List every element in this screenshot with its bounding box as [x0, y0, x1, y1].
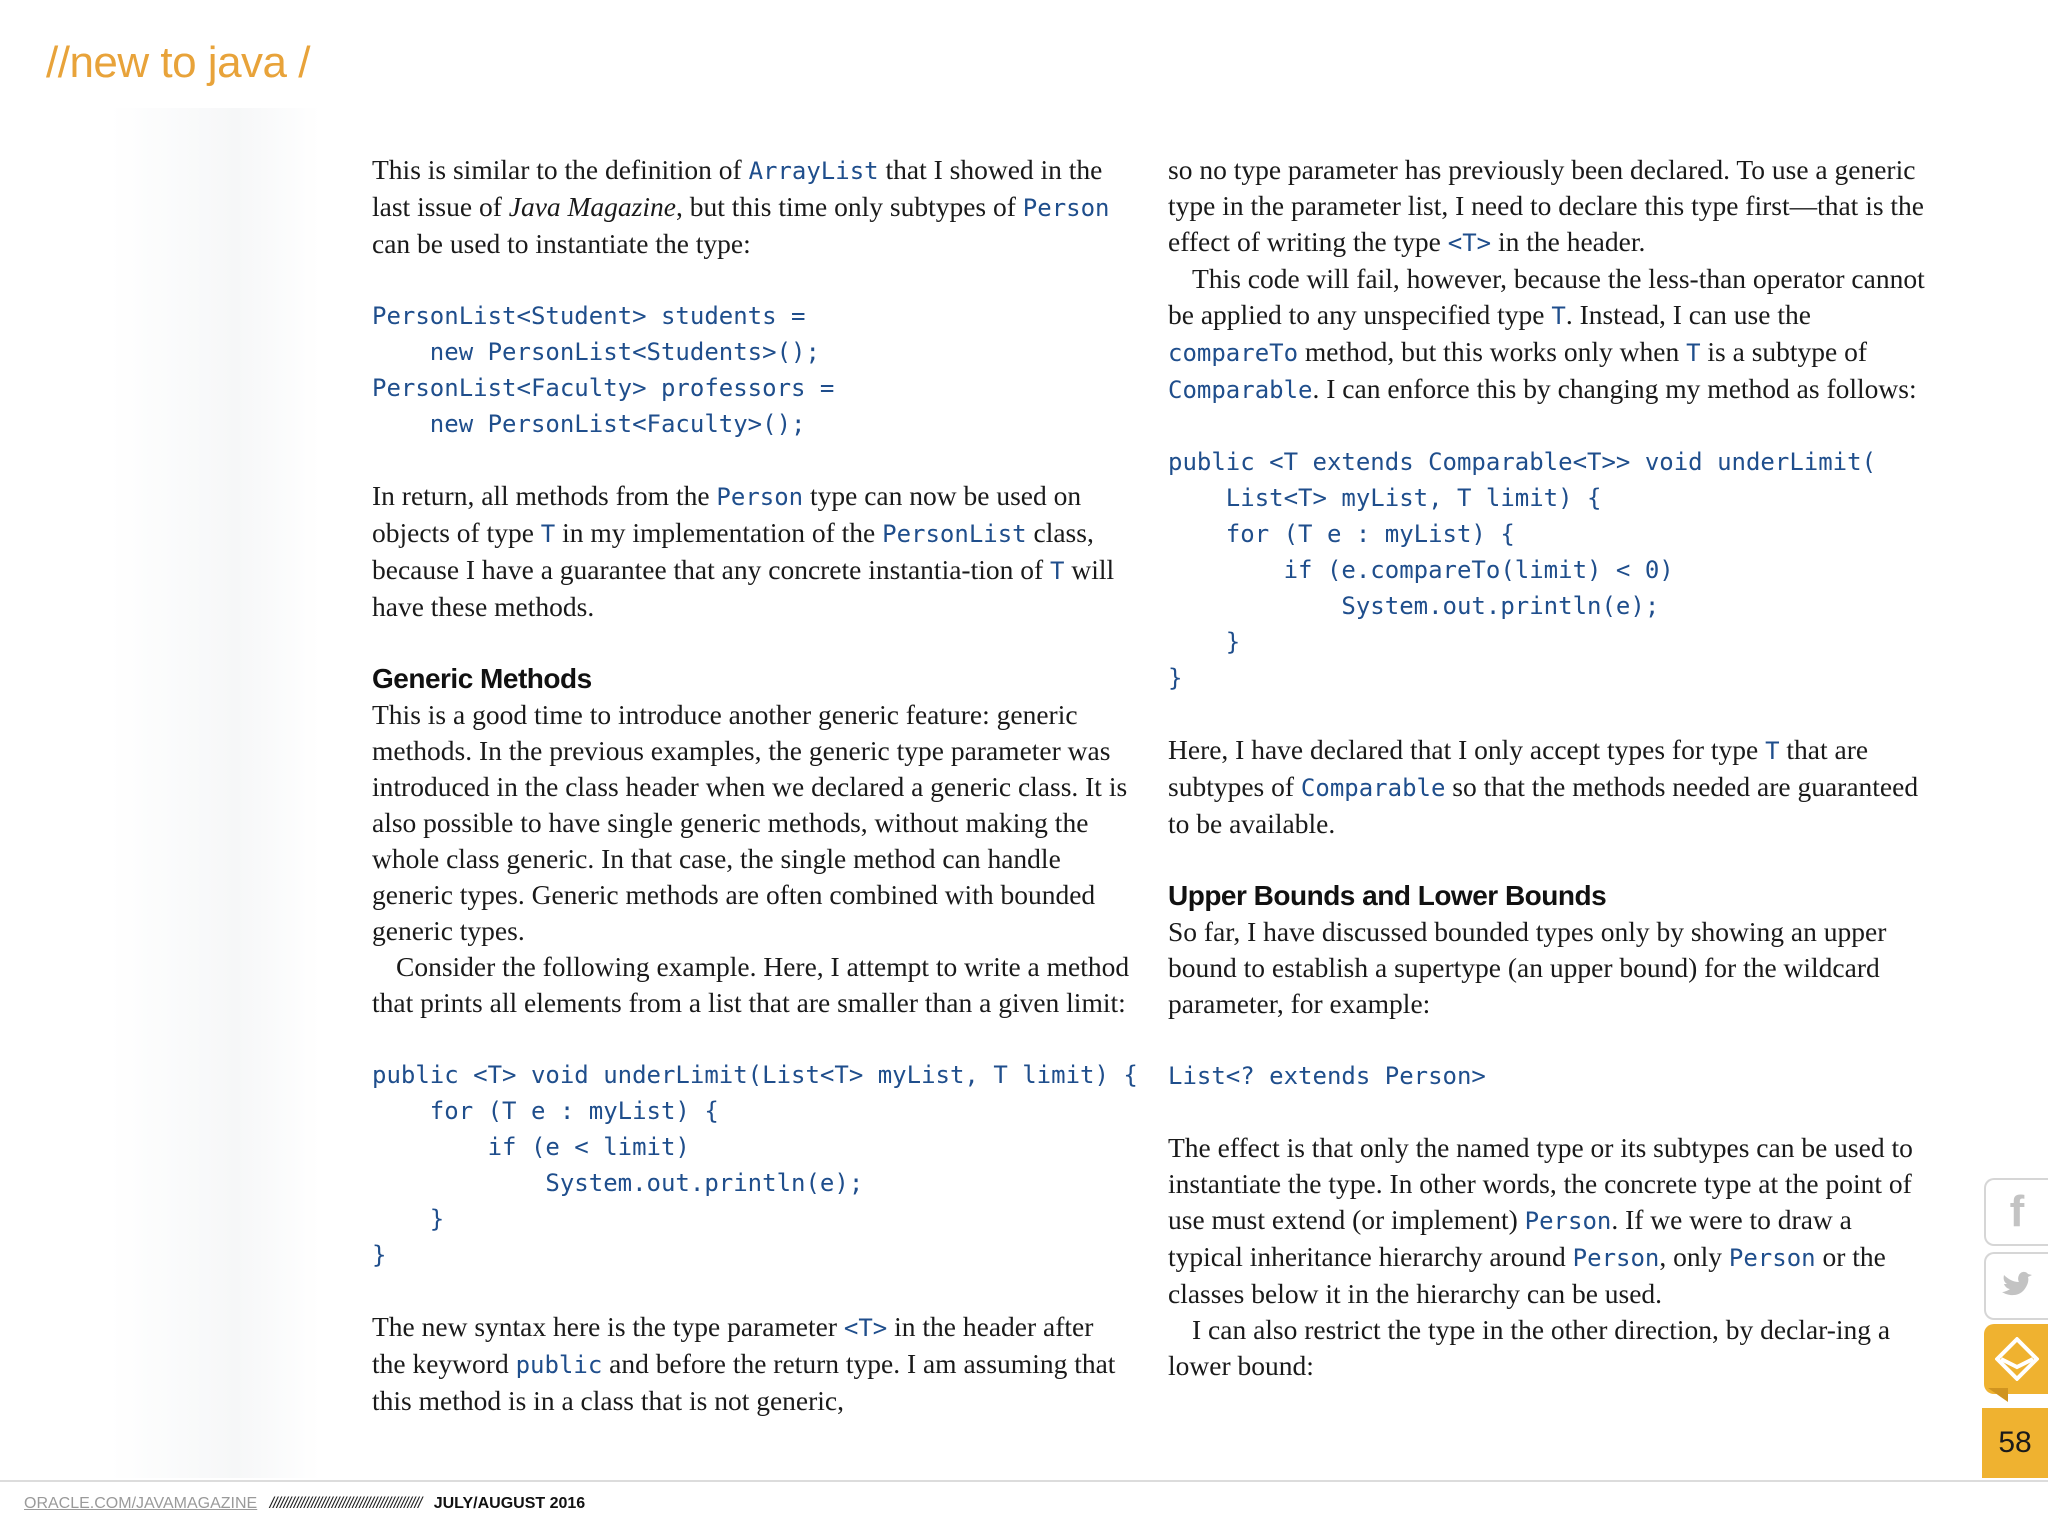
- tab-fold: [1988, 1388, 2008, 1402]
- paragraph: This is similar to the definition of ArrayList that I showed in the last issue of Java Magazine, but this time only subtypes of Person can be used to instantiate the type:: [372, 154, 1110, 259]
- inline-code: PersonList: [882, 520, 1027, 548]
- inline-code: ArrayList: [748, 157, 879, 185]
- inline-code: T: [1050, 557, 1065, 585]
- right-column: [1168, 152, 1928, 1384]
- issue-date: JULY/AUGUST 2016: [433, 1495, 586, 1512]
- section-title: //new to java /: [46, 38, 310, 87]
- inline-code: Person: [1728, 1244, 1816, 1272]
- left-column: [372, 152, 1138, 1419]
- magazine-download-button[interactable]: [1984, 1324, 2048, 1394]
- inline-code: T: [1551, 302, 1566, 330]
- paragraph: Here, I have declared that I only accept types for type T that are subtypes of Comparable so that the methods needed are guaranteed to be available.: [1168, 734, 1919, 839]
- paragraph: so no type parameter has previously been declared. To use a generic type in the parameter list, I need to declare this type first—that is the effect of writing the type <T> in the header.: [1168, 154, 1925, 257]
- code-block: PersonList<Student> students = new PersonList<Students>(); PersonList<Faculty> professors = new PersonList<Faculty>();: [372, 302, 835, 438]
- inline-code: Comparable: [1168, 376, 1313, 404]
- inline-code: Person: [1572, 1244, 1660, 1272]
- code-block: public <T> void underLimit(List<T> myList, T limit) { for (T e : myList) { if (e < limit) System.out.println(e); } }: [372, 1061, 1138, 1269]
- inline-code: T: [1686, 339, 1701, 367]
- inline-code: compareTo: [1168, 339, 1299, 367]
- inline-code: public: [515, 1351, 603, 1379]
- paragraph: This is a good time to introduce another generic feature: generic methods. In the previous examples, the generic type parameter was introduced in the class header when we declared a generic class. It is also possible to have single generic methods, without making the whole class generic. In that case, the single method can handle generic types. Generic methods are often combined with bounded generic types.: [372, 699, 1128, 946]
- inline-code: Person: [1022, 194, 1110, 222]
- magazine-name: Java Magazine: [508, 191, 676, 222]
- section-heading: Upper Bounds and Lower Bounds: [1168, 880, 1607, 911]
- paragraph: The new syntax here is the type parameter <T> in the header after the keyword public and before the return type. I am assuming that this method is in a class that is not generic,: [372, 1311, 1116, 1416]
- paragraph: This code will fail, however, because the less-than operator cannot be applied to any unspecified type T. Instead, I can use the compareTo method, but this works only when T is a subtype of Comparable. I can enforce this by changing my method as follows:: [1168, 263, 1925, 404]
- inline-code: T: [540, 520, 556, 548]
- paragraph: In return, all methods from the Person type can now be used on objects of type T in my implementation of the PersonList class, because I have a guarantee that any concrete instantia-tion of T will have these methods.: [372, 480, 1115, 622]
- footer: [24, 1494, 585, 1514]
- inline-code: T: [1765, 737, 1780, 765]
- footer-link[interactable]: ORACLE.COM/JAVAMAGAZINE: [24, 1495, 258, 1512]
- twitter-icon: [1998, 1270, 2036, 1302]
- paragraph: The effect is that only the named type or its subtypes can be used to instantiate the type. In other words, the concrete type at the point of use must extend (or implement) Person. If we were to draw a typical inheritance hierarchy around Person, only Person or the classes below it in the hierarchy can be used.: [1168, 1132, 1913, 1309]
- section-heading: Generic Methods: [372, 663, 592, 694]
- page-number: 58: [1982, 1408, 2048, 1478]
- inline-code: Comparable: [1300, 774, 1446, 802]
- facebook-icon: f: [2009, 1187, 2025, 1236]
- inline-code: Person: [1524, 1207, 1612, 1235]
- inline-code: <T>: [843, 1314, 888, 1342]
- inline-code: <T>: [1447, 229, 1492, 257]
- page-margin-shade: [110, 108, 320, 1478]
- inline-code: Person: [716, 483, 804, 511]
- paragraph: Consider the following example. Here, I attempt to write a method that prints all elements from a list that are smaller than a given limit:: [372, 951, 1130, 1018]
- code-block: List<? extends Person>: [1168, 1062, 1486, 1090]
- twitter-share-button[interactable]: [1984, 1252, 2048, 1320]
- paragraph: So far, I have discussed bounded types only by showing an upper bound to establish a supertype (an upper bound) for the wildcard parameter, for example:: [1168, 916, 1887, 1019]
- paragraph: I can also restrict the type in the other direction, by declar-ing a lower bound:: [1168, 1314, 1891, 1381]
- magazine-icon: [1995, 1337, 2039, 1381]
- footer-divider: [0, 1480, 2048, 1482]
- facebook-share-button[interactable]: [1984, 1178, 2048, 1246]
- footer-slashes: ////////////////////////////////////////////: [269, 1495, 422, 1512]
- code-block: public <T extends Comparable<T>> void underLimit( List<T> myList, T limit) { for (T e : myList) { if (e.compareTo(limit) < 0) System.out.println(e); } }: [1168, 448, 1877, 692]
